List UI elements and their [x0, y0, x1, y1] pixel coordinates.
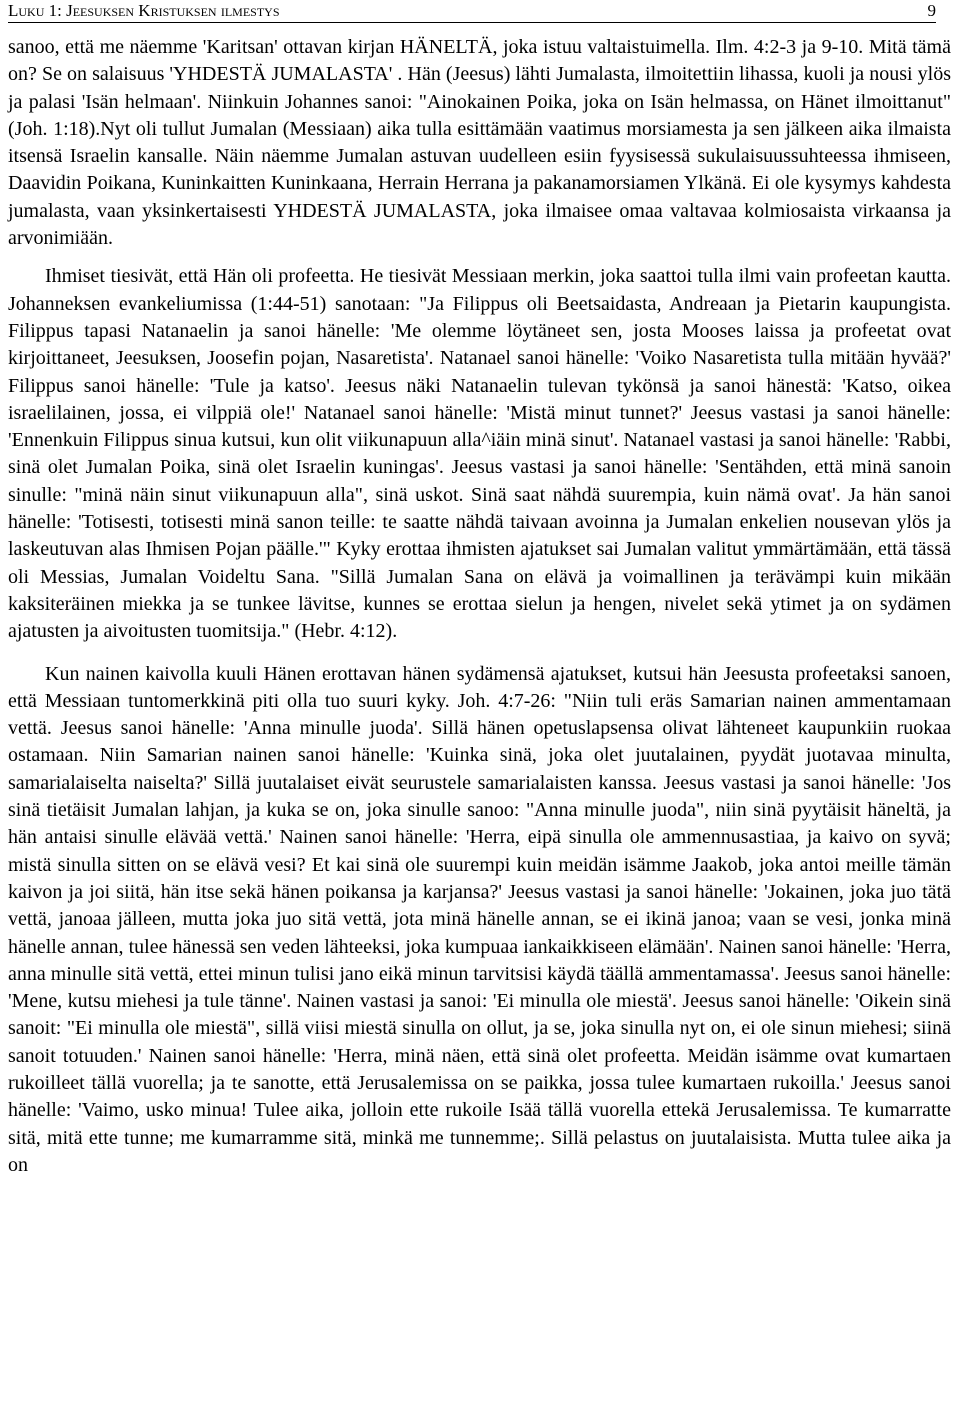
paragraph-3: Kun nainen kaivolla kuuli Hänen erottavan hänen sydämensä ajatukset, kutsui hän Jeesusta profeetaksi sanoen, että Messiaan tuntomerkkinä piti olla tuo suuri kyky. Joh. 4:7-26: "Niin tuli eräs Samarian nainen ammentamaan vettä. Jeesus sanoi hänelle: 'Anna minulle juoda'. Sillä hänen opetuslapsensa olivat lähteneet kaupunkiin ruokaa ostamaan. Niin Samarian nainen sanoi hänelle: 'Kuinka sinä, joka olet juutalainen, pyydät juotavaa minulta, samarialaiselta naiselta?' Sillä juutalaiset eivät seurustele samarialaisten kanssa. Jeesus vastasi ja sanoi hänelle: 'Jos sinä tietäisit Jumalan lahjan, ja kuka se on, joka sinulle sanoo: "Anna minulle juoda", niin sinä pyytäisit häneltä, ja hän antaisi sinulle elävää vettä.' Nainen sanoi hänelle: 'Herra, eipä sinulla ole ammennusastiaa, ja kaivo on syvä; mistä sinulla sitten on se elävä vesi? Et kai sinä ole suurempi kuin meidän isämme Jaakob, joka antoi meille tämän kaivon ja joi siitä, hän itse sekä hänen poikansa ja karjansa?' Jeesus vastasi ja sanoi hänelle: 'Jokainen, joka juo tätä vettä, janoaa jälleen, mutta joka juo sitä vettä, jota minä hänelle annan, se ei ikinä janoa; vaan se vesi, jonka minä hänelle annan, tulee hänessä sen veden lähteeksi, joka kumpuaa iankaikkiseen elämään'. Nainen sanoi hänelle: 'Herra, anna minulle sitä vettä, ettei minun tulisi jano eikä minun tarvitsisi käydä täällä ammentamassa'. Jeesus sanoi hänelle: 'Mene, kutsu miehesi ja tule tänne'. Nainen vastasi ja sanoi: 'Ei minulla ole miestä'. Jeesus sanoi hänelle: 'Oikein sinä sanoit: "Ei minulla ole miestä", sillä viisi miestä sinulla on ollut, ja se, joka sinulla nyt on, ei ole sinun miehesi; siinä sanoit totuuden.' Nainen sanoi hänelle: 'Herra, minä näen, että sinä olet profeetta. Meidän isämme ovat kumartaen rukoilleet tällä vuorella; ja te sanotte, että Jerusalemissa on se paikka, jossa tulee kumartaen rukoilla.' Jeesus sanoi hänelle: 'Vaimo, usko minua! Tulee aika, jolloin ette rukoile Isää tällä vuorella ettekä Jerusalemissa. Te kumarratte sitä, mitä ette tunne; me kumarramme sitä, minkä me tunnemme;. Sillä pelastus on juutalaisista. Mutta tulee aika ja on — [8, 662, 951, 1176]
paragraph-2: Ihmiset tiesivät, että Hän oli profeetta. He tiesivät Messiaan merkin, joka saattoi tulla ilmi vain profeetan kautta. Johanneksen evankeliumissa (1:44-51) sanotaan: "Ja Filippus oli Beetsaidasta, Andreaan ja Pietarin kaupungista. Filippus tapasi Natanaelin ja sanoi hänelle: 'Me olemme löytäneet sen, josta Mooses laissa ja profeetat ovat kirjoittaneet, Jeesuksen, Joosefin pojan, Nasaretista'. Natanael sanoi hänelle: 'Voiko Nasaretista tulla mitään hyvää?' Filippus sanoi hänelle: 'Tule ja katso'. Jeesus näki Natanaelin tulevan tykönsä ja sanoi hänestä: 'Katso, oikea israelilainen, jossa, ei vilppiä ole!' Natanael sanoi hänelle: 'Mistä minut tunnet?' Jeesus vastasi ja sanoi hänelle: 'Ennenkuin Filippus sinua kutsui, kun olit viikunapuun alla^iäin minä sinut'. Natanael vastasi ja sanoi hänelle: 'Rabbi, sinä olet Jumalan Poika, sinä olet Israelin kuningas'. Jeesus vastasi ja sanoi hänelle: 'Sentähden, että minä sanoin sinulle: "minä näin sinut viikunapuun alla", sinä uskot. Sinä saat nähdä suurempia, kuin nämä ovat'. Ja hän sanoi hänelle: 'Totisesti, totisesti minä sanon teille: te saatte nähdä taivaan avoinna ja Jumalan enkelien nousevan ylös ja laskeutuvan alas Ihmisen Pojan päälle.'" Kyky erottaa ihmisten ajatukset sai Jumalan valitut ymmärtämään, että tässä oli Messias, Jumalan Voideltu Sana. "Sillä Jumalan Sana on elävä ja voimallinen ja terävämpi kuin mikään kaksiteräinen miekka ja se tunkee lävitse, kunnes se erottaa sielun ja hengen, nivelet sekä ytimet ja on sydämen ajatusten ja aivoitusten tuomitsija." (Hebr. 4:12). — [8, 265, 951, 643]
paragraph-spacer — [8, 646, 951, 661]
body-text — [8, 34, 951, 1179]
page-header — [8, 0, 936, 23]
page-number: 9 — [927, 1, 936, 20]
paragraph-1: sanoo, että me näemme 'Karitsan' ottavan kirjan HÄNELTÄ, joka istuu valtaistuimella. Ilm. 4:2-3 ja 9-10. Mitä tämä on? Se on salaisuus 'YHDESTÄ JUMALASTA' . Hän (Jeesus) lähti Jumalasta, ilmoitettiin lihassa, kuoli ja nousi ylös ja palasi 'Isän helmaan'. Niinkuin Johannes sanoi: "Ainokainen Poika, joka on Isän helmassa, on Hänet ilmoittanut" (Joh. 1:18).Nyt oli tullut Jumalan (Messiaan) aika tulla esittämään vaatimus morsiamesta ja sen jälkeen aika ilmaista itsensä Israelin kansalle. Näin näemme Jumalan astuvan uudelleen esiin fyysisessä sukulaisuussuhteessa ihmiseen, Daavidin Poikana, Kuninkaitten Kuninkaana, Herrain Herrana ja pakanamorsiamen Ylkänä. Ei ole kysymys kahdesta jumalasta, vaan yksinkertaisesti YHDESTÄ JUMALASTA, joka ilmaisee omaa valtavaa kolmiosaista virkaansa ja arvonimiään. — [8, 36, 951, 250]
paragraph-spacer — [8, 252, 951, 263]
chapter-title — [8, 1, 280, 21]
chapter-title-text: Luku 1: Jeesuksen Kristuksen ilmestys — [8, 1, 280, 20]
